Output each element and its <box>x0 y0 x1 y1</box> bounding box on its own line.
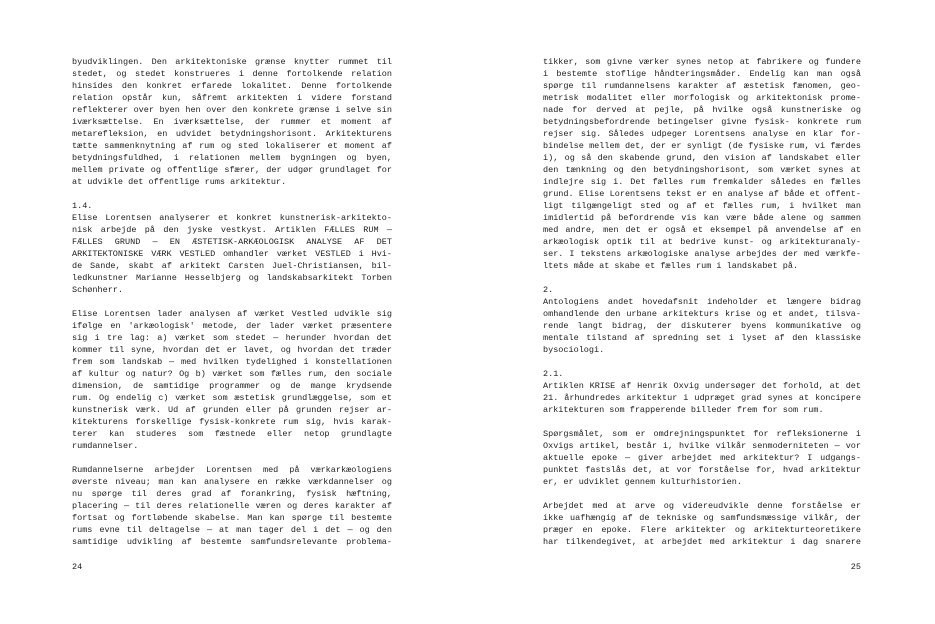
text-line: punktet fastslås det, at vor forståelse for, hvad arkitektur <box>543 465 861 475</box>
text-line: metarefleksion, en udvidet betydningshorisont. Arkitekturens <box>72 129 392 139</box>
text-line: Elise Lorentsen lader analysen af værket Vestled udvikle sig <box>72 309 392 319</box>
text-line: terer kan studeres som fæstnede eller netop grundlagte <box>72 429 392 439</box>
text-line: samtidige udvikling af bestemte samfundsrelevante problema- <box>72 537 392 547</box>
text-line: reflekterer over byen hen over den konkrete grænse i selve sin <box>72 105 392 115</box>
text-line: bysociologi. <box>543 345 605 355</box>
text-line: indlejre sig i. Det fælles rum fremkalder således en fælles <box>543 177 861 187</box>
text-line: spørge til rumdannelsens karakter af æstetisk fænomen, geo- <box>543 81 861 91</box>
text-line: rumdannelser. <box>72 441 139 451</box>
text-line: tikker, som givne værker synes netop at fabrikere og fundere <box>543 57 861 67</box>
text-line: rum. Og endelig c) værket som æstetisk grundlæggelse, som et <box>72 393 392 403</box>
text-line: nu spørge til deres grad af forankring, fysisk hæftning, <box>72 489 392 499</box>
text-line: rums evne til deltagelse — at man tager del i det — og den <box>72 525 392 535</box>
text-line: ser. I tekstens arkæologiske analyse arbejdes der med værkfe- <box>543 249 861 259</box>
text-line: stedet, og stedet konstrueres i denne fortolkende relation <box>72 69 392 79</box>
paragraph <box>543 380 861 416</box>
left-page-text-column <box>72 56 392 548</box>
left-page-number: 24 <box>72 562 83 572</box>
text-line: kunstnerisk værk. Ud af grunden eller på grunden rejser ar- <box>72 405 392 415</box>
paragraph <box>543 500 861 548</box>
text-line: grund. Elise Lorentsens tekst er en analyse af både et offent- <box>543 189 861 199</box>
text-line: nisk arbejde på den jyske vestkyst. Artiklen FÆLLES RUM — <box>72 225 392 235</box>
text-line: placering — til deres relationelle væren og deres karakter af <box>72 501 392 511</box>
text-line: betydningsfuldhed, i relationen mellem bygningen og byen, <box>72 153 392 163</box>
text-line: 2. <box>543 285 554 295</box>
text-line: betydningsbefordrende betingelser givne fysisk- konkrete rum <box>543 117 861 127</box>
text-line: kitekturens forskellige fysisk-konkrete rum sig, hvis karak- <box>72 417 392 427</box>
text-line: de Sande, skabt af arkitekt Carsten Juel-Christiansen, bil- <box>72 261 392 271</box>
text-line: metrisk modalitet eller morfologisk og arkitektonisk prome- <box>543 93 861 103</box>
text-line: af kultur og natur? Og b) værket som fælles rum, den sociale <box>72 369 392 379</box>
text-line: mellem private og offentlige sfærer, der udgør grundlaget for <box>72 165 392 175</box>
text-line: Oxvigs artikel, består i, hvilke vilkår senmoderniteten — vor <box>543 441 861 451</box>
text-line: frem som landskab — med hvilken tydelighed i konstellationen <box>72 357 392 367</box>
text-line: kommer til syne, hvordan det er lavet, og hvordan det træder <box>72 345 392 355</box>
text-line: nade for derved at pejle, på hvilke også kunstneriske og <box>543 105 861 115</box>
text-line: aktuelle epoke — giver arbejdet med arkitektur? I udgangs- <box>543 453 861 463</box>
right-page-number: 25 <box>850 562 861 572</box>
paragraph <box>72 56 392 188</box>
section-heading <box>543 284 861 296</box>
text-line: mentale tilstand af spredning set i lyset af den klassiske <box>543 333 861 343</box>
text-line: Schønherr. <box>72 285 124 295</box>
paragraph <box>72 308 392 452</box>
text-line: ligt tilgængeligt sted og af et fælles rum, i hvilket man <box>543 201 861 211</box>
text-line: ltets måde at skabe et fælles rum i landskabet på. <box>543 261 799 271</box>
text-line: omhandlende den urbane arkitekturs krise og et andet, tilsva- <box>543 309 861 319</box>
section-heading <box>543 368 861 380</box>
right-page-text-column <box>543 56 861 548</box>
text-line: rende langt bidrag, der diskuterer byens kommunikative og <box>543 321 861 331</box>
text-line: bindelse mellem det, der er synligt (de fysiske rum, vi færdes <box>543 141 861 151</box>
paragraph <box>543 296 861 356</box>
text-line: Antologiens andet hovedafsnit indeholder et længere bidrag <box>543 297 861 307</box>
text-line: arkitekturen som frapperende billeder frem for som rum. <box>543 405 824 415</box>
text-line: hinsides den konkret erfarede lokalitet. Denne fortolkende <box>72 81 392 91</box>
text-line: Artiklen KRISE af Henrik Oxvig undersøger det forhold, at det <box>543 381 861 391</box>
text-line: har tilkendegivet, at arbejdet med arkitektur i dag snarere <box>543 537 861 547</box>
text-line: imidlertid på befordrende vis kan være både alene og sammen <box>543 213 861 223</box>
section-heading <box>72 200 392 212</box>
paragraph <box>543 428 861 488</box>
text-line: 1.4. <box>72 201 93 211</box>
text-line: i), og så den skabende grund, den vision af landskabet eller <box>543 153 861 163</box>
text-line: den tænkning og den betydningshorisont, som værket synes at <box>543 165 861 175</box>
text-line: sig i tre lag: a) værket som stedet — herunder hvordan det <box>72 333 392 343</box>
text-line: ikke uafhængig af de tekniske og samfundsmæssige vilkår, der <box>543 513 861 523</box>
text-line: Spørgsmålet, som er omdrejningspunktet for refleksionerne i <box>543 429 861 439</box>
text-line: tætte sammenknytning af rum og sted lokaliserer et moment af <box>72 141 392 151</box>
text-line: byudviklingen. Den arkitektoniske grænse knytter rummet til <box>72 57 392 67</box>
text-line: arkæologisk optik til at bedrive kunst- og arkitekturanaly- <box>543 237 861 247</box>
text-line: i bestemte stoflige håndteringsmåder. Endelig kan man også <box>543 69 861 79</box>
text-line: Rumdannelserne arbejder Lorentsen med på værkarkæologiens <box>72 465 392 475</box>
text-line: iværksættelse. En iværksættelse, der rummer et moment af <box>72 117 392 127</box>
paragraph <box>72 464 392 548</box>
text-line: Elise Lorentsen analyserer et konkret kunstnerisk-arkitekto- <box>72 213 392 223</box>
text-line: dimension, de samtidige programmer og de mange krydsende <box>72 381 392 391</box>
text-line: 21. århundredes arkitektur i udpræget grad synes at koncipere <box>543 393 861 403</box>
paragraph <box>72 212 392 296</box>
text-line: Arbejdet med at arve og videreudvikle denne forståelse er <box>543 501 861 511</box>
text-line: FÆLLES GRUND — EN ÆSTETISK-ARKÆOLOGISK ANALYSE AF DET <box>72 237 392 247</box>
paragraph <box>543 56 861 272</box>
text-line: ledkunstner Marianne Hesselbjerg og landskabsarkitekt Torben <box>72 273 392 283</box>
text-line: relation opstår kun, såfremt arkitekten i videre forstand <box>72 93 392 103</box>
text-line: øverste niveau; man kan analysere en række værkdannelser og <box>72 477 392 487</box>
text-line: at udvikle det offentlige rums arkitektur. <box>72 177 287 187</box>
text-line: præger en epoke. Flere arkitekter og arkitekturteoretikere <box>543 525 861 535</box>
text-line: ARKITEKTONISKE VÆRK VESTLED omhandler værket VESTLED i Hvi- <box>72 249 392 259</box>
text-line: rejser sig. Således udpeger Lorentsens analyse en klar for- <box>543 129 861 139</box>
text-line: ifølge en 'arkæologisk' metode, der lader værket præsentere <box>72 321 392 331</box>
text-line: fortsat og fortløbende skabelse. Man kan spørge til bestemte <box>72 513 392 523</box>
text-line: er, er udviklet gennem kulturhistorien. <box>543 477 742 487</box>
text-line: med andre, men det er også et eksempel på anvendelse af en <box>543 225 861 235</box>
text-line: 2.1. <box>543 369 564 379</box>
